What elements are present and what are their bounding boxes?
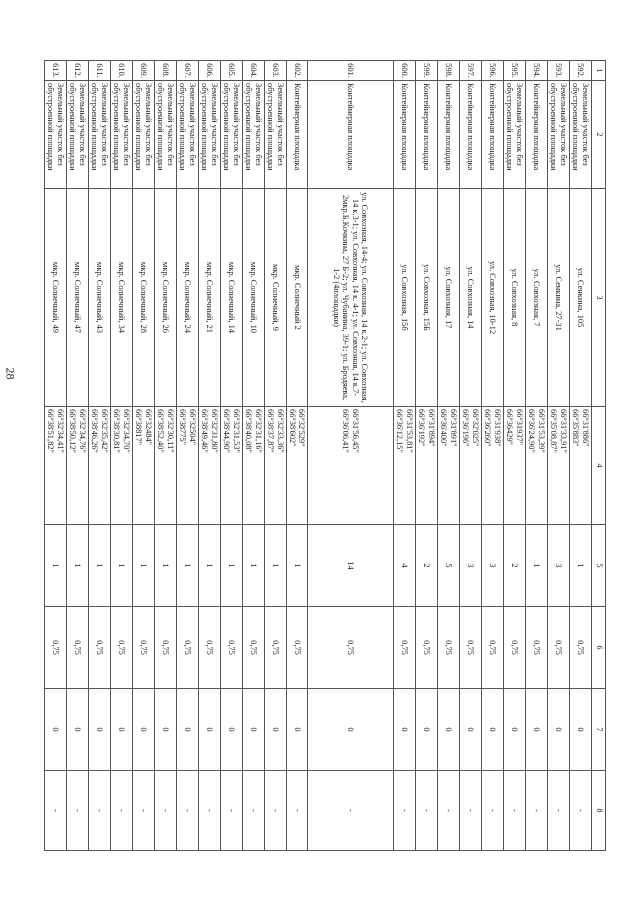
container-count-cell: 1 (570, 525, 592, 607)
container-volume-cell: 0,75 (416, 607, 438, 689)
column-7-cell: 0 (133, 689, 155, 771)
row-number-cell: 596. (482, 61, 504, 81)
coordinates-cell (67, 407, 89, 525)
row-number-cell: 601. (308, 61, 394, 81)
column-8-cell: - (570, 771, 592, 851)
coordinate-value: 66°36'06,41" (341, 409, 351, 453)
site-type-cell: Контейнерная площадка (526, 81, 548, 189)
coordinate-value: 66°36'12,15" (395, 409, 405, 453)
column-7-cell: 0 (243, 689, 265, 771)
row-number-cell: 592. (570, 61, 592, 81)
coordinate-value: 66°36'24,90" (527, 409, 537, 453)
row-number-cell: 606. (199, 61, 221, 81)
row-number-cell: 593. (548, 61, 570, 81)
coordinate-value: 66°32484" (143, 409, 153, 446)
address-cell: ул. Совхозная, 14-4; ул. Совхозная, 14 к.2-1; ул. Совхозная, 14 к.3-1; ул. Совхозная, 14 к. 4-1; ул. Совхозная, 14 к.7-2мкр.Б.Кочкина, 27 Б-2; ул. Чубанина, 39-1; ул. Бродяева, 1-2 (4площадки) (308, 189, 394, 407)
address-cell: мкр. Солнечный, 49 (45, 189, 67, 407)
container-count-cell: 3 (548, 525, 570, 607)
column-8-cell: - (308, 771, 394, 851)
column-7-cell: 0 (287, 689, 308, 771)
row-number-cell: 612. (67, 61, 89, 81)
table-body (45, 61, 606, 851)
container-count-cell: 14 (308, 525, 394, 607)
table-row (548, 61, 570, 851)
table-row (265, 61, 287, 851)
row-number-cell: 608. (155, 61, 177, 81)
table-row (67, 61, 89, 851)
coordinate-value: 66°31'938" (492, 409, 502, 447)
site-type-cell: Земельный участок без обустроенной площадки (243, 81, 265, 189)
site-type-cell: Земельный участок без обустроенной площадки (67, 81, 89, 189)
address-cell: мкр. Солнечный, 14 (221, 189, 243, 407)
column-8-cell: - (548, 771, 570, 851)
coordinate-value: 66°36'196" (461, 409, 471, 447)
coordinate-value: 66°38'50,12" (68, 409, 78, 453)
rotated-table-wrapper (46, 60, 606, 850)
coordinates-cell (221, 407, 243, 525)
row-number-cell: 603. (265, 61, 287, 81)
column-7-cell: 0 (504, 689, 526, 771)
column-7-cell: 0 (199, 689, 221, 771)
column-8-cell: - (133, 771, 155, 851)
column-7-cell: 0 (221, 689, 243, 771)
table-row (177, 61, 199, 851)
container-volume-cell: 0,75 (155, 607, 177, 689)
container-count-cell: 1 (243, 525, 265, 607)
site-type-cell: Земельный участок без обустроенной площадки (111, 81, 133, 189)
column-7-cell: 0 (548, 689, 570, 771)
container-volume-cell: 0,75 (221, 607, 243, 689)
container-count-cell: 3 (482, 525, 504, 607)
row-number-cell: 602. (287, 61, 308, 81)
address-cell: ул. Сенкина, 105 (570, 189, 592, 407)
container-volume-cell: 0,75 (67, 607, 89, 689)
container-volume-cell: 0,75 (308, 607, 394, 689)
site-type-cell: Земельный участок без обустроенной площадки (265, 81, 287, 189)
column-header: 5 (592, 525, 606, 607)
table-row (570, 61, 592, 851)
address-cell: ул. Совхозная, 17 (438, 189, 460, 407)
coordinates-cell (45, 407, 67, 525)
coordinate-value: 66°36'260" (483, 409, 493, 447)
container-count-cell: 1 (67, 525, 89, 607)
table-row (133, 61, 155, 851)
address-cell: ул. Совхозная, 14 (460, 189, 482, 407)
coordinates-cell (133, 407, 155, 525)
table-row (89, 61, 111, 851)
address-cell: ул. Совхозная, 8 (504, 189, 526, 407)
container-volume-cell: 0,75 (482, 607, 504, 689)
coordinate-value: 66°32'34,70" (121, 409, 131, 453)
table-row (526, 61, 548, 851)
table-row (155, 61, 177, 851)
column-header: 4 (592, 407, 606, 525)
column-8-cell: - (199, 771, 221, 851)
coordinates-cell (482, 407, 504, 525)
address-cell: мкр. Солнечный, 43 (89, 189, 111, 407)
column-header: 3 (592, 189, 606, 407)
column-7-cell: 0 (155, 689, 177, 771)
table-row (287, 61, 308, 851)
container-volume-cell: 0,75 (438, 607, 460, 689)
column-7-cell: 0 (570, 689, 592, 771)
table-row (438, 61, 460, 851)
column-8-cell: - (504, 771, 526, 851)
address-cell: мкр. Солнечный, 24 (177, 189, 199, 407)
coordinate-value: 66°38'30,81" (112, 409, 122, 453)
table-row (504, 61, 526, 851)
row-number-cell: 597. (460, 61, 482, 81)
column-8-cell: - (416, 771, 438, 851)
coordinate-value: 66°32'31,80" (209, 409, 219, 453)
address-cell: мкр. Солнечный, 10 (243, 189, 265, 407)
site-type-cell: Земельный участок без обустроенной площадки (570, 81, 592, 189)
site-type-cell: Земельный участок без обустроенной площадки (199, 81, 221, 189)
site-type-cell: Земельный участок без обустроенной площадки (177, 81, 199, 189)
column-7-cell: 0 (265, 689, 287, 771)
container-count-cell: 1 (111, 525, 133, 607)
address-cell: ул. Сенкина, 27-31 (548, 189, 570, 407)
table-row (394, 61, 416, 851)
table-row (416, 61, 438, 851)
column-8-cell: - (526, 771, 548, 851)
container-count-cell: 1 (199, 525, 221, 607)
container-volume-cell: 0,75 (504, 607, 526, 689)
coordinate-value: 66°32504" (187, 409, 197, 446)
column-header: 1 (592, 61, 606, 81)
coordinate-value: 66°31'886" (580, 409, 590, 447)
coordinates-cell (394, 407, 416, 525)
coordinate-value: 66°38817" (134, 409, 144, 446)
container-volume-cell: 0,75 (570, 607, 592, 689)
table-row (111, 61, 133, 851)
container-count-cell: 1 (287, 525, 308, 607)
coordinates-cell (265, 407, 287, 525)
column-8-cell: - (155, 771, 177, 851)
coordinate-value: 66°38'49,46" (200, 409, 210, 453)
column-7-cell: 0 (67, 689, 89, 771)
site-type-cell: Земельный участок без обустроенной площадки (89, 81, 111, 189)
column-7-cell: 0 (460, 689, 482, 771)
coordinate-value: 66°32'31,53" (231, 409, 241, 453)
document-sheet (46, 60, 606, 850)
container-volume-cell: 0,75 (548, 607, 570, 689)
column-header: 7 (592, 689, 606, 771)
column-8-cell: - (438, 771, 460, 851)
table-row (243, 61, 265, 851)
coordinate-value: 66°36'192" (417, 409, 427, 447)
row-number-cell: 609. (133, 61, 155, 81)
column-7-cell: 0 (177, 689, 199, 771)
container-volume-cell: 0,75 (460, 607, 482, 689)
container-volume-cell: 0,75 (89, 607, 111, 689)
container-count-cell: 1 (265, 525, 287, 607)
column-8-cell: - (243, 771, 265, 851)
container-sites-table (44, 60, 606, 851)
column-8-cell: - (482, 771, 504, 851)
coordinates-cell (308, 407, 394, 525)
row-number-cell: 599. (416, 61, 438, 81)
coordinate-value: 66°32'34,76" (77, 409, 87, 453)
coordinate-value: 66°38775" (178, 409, 188, 446)
container-volume-cell: 0,75 (111, 607, 133, 689)
coordinate-value: 66°38'44,90" (222, 409, 232, 453)
column-8-cell: - (45, 771, 67, 851)
column-7-cell: 0 (89, 689, 111, 771)
coordinate-value: 66°32'33,36" (275, 409, 285, 453)
site-type-cell: Земельный участок без обустроенной площадки (504, 81, 526, 189)
coordinates-cell (438, 407, 460, 525)
container-volume-cell: 0,75 (199, 607, 221, 689)
row-number-cell: 604. (243, 61, 265, 81)
coordinates-cell (570, 407, 592, 525)
column-8-cell: - (221, 771, 243, 851)
table-row (482, 61, 504, 851)
row-number-cell: 598. (438, 61, 460, 81)
container-count-cell: 1 (155, 525, 177, 607)
column-8-cell: - (460, 771, 482, 851)
address-cell: мкр. Солнечный, 21 (199, 189, 221, 407)
coordinate-value: 66°38'46,26" (90, 409, 100, 453)
coordinate-value: 66°38'51,82" (46, 409, 56, 453)
row-number-cell: 611. (89, 61, 111, 81)
container-volume-cell: 0,75 (394, 607, 416, 689)
row-number-cell: 605. (221, 61, 243, 81)
column-8-cell: - (67, 771, 89, 851)
row-number-cell: 613. (45, 61, 67, 81)
site-type-cell: Земельный участок без обустроенной площадки (155, 81, 177, 189)
column-header: 6 (592, 607, 606, 689)
container-count-cell: 4 (394, 525, 416, 607)
coordinate-value: 66°38'37,87" (266, 409, 276, 453)
coordinates-cell (111, 407, 133, 525)
address-cell: мкр. Солнечный, 26 (155, 189, 177, 407)
coordinates-cell (199, 407, 221, 525)
column-8-cell: - (287, 771, 308, 851)
address-cell: мкр. Солнечный, 9 (265, 189, 287, 407)
row-number-cell: 610. (111, 61, 133, 81)
container-volume-cell: 0,75 (287, 607, 308, 689)
coordinate-value: 66°35'08,87" (549, 409, 559, 453)
site-type-cell: Контейнерная площадка (460, 81, 482, 189)
container-count-cell: 1 (221, 525, 243, 607)
coordinates-cell (243, 407, 265, 525)
coordinate-value: 66°36'400" (439, 409, 449, 447)
coordinate-value: 66°32'025" (470, 409, 480, 447)
coordinate-value: 66°38'40,08" (244, 409, 254, 453)
address-cell: ул. Совхозная, 7 (526, 189, 548, 407)
coordinates-cell (89, 407, 111, 525)
container-volume-cell: 0,75 (265, 607, 287, 689)
coordinate-value: 66°31'891" (448, 409, 458, 447)
site-type-cell: Земельный участок без обустроенной площадки (45, 81, 67, 189)
row-number-cell: 600. (394, 61, 416, 81)
address-cell: мкр. Солнечный, 28 (133, 189, 155, 407)
site-type-cell: Земельный участок без обустроенной площадки (133, 81, 155, 189)
table-row (221, 61, 243, 851)
coordinate-value: 66°31'894" (426, 409, 436, 447)
column-7-cell: 0 (45, 689, 67, 771)
container-volume-cell: 0,75 (133, 607, 155, 689)
row-number-cell: 594. (526, 61, 548, 81)
coordinate-value: 66°31'53,39" (536, 409, 546, 453)
coordinates-cell (177, 407, 199, 525)
column-7-cell: 0 (416, 689, 438, 771)
site-type-cell: Земельный участок без обустроенной площадки (548, 81, 570, 189)
column-8-cell: - (111, 771, 133, 851)
coordinates-cell (460, 407, 482, 525)
table-row (199, 61, 221, 851)
site-type-cell: Земельный участок без обустроенной площадки (221, 81, 243, 189)
address-cell: мкр. Солнечный 2 (287, 189, 308, 407)
coordinate-value: 66°32'34,41" (55, 409, 65, 453)
column-8-cell: - (89, 771, 111, 851)
table-row (45, 61, 67, 851)
container-count-cell: 1 (89, 525, 111, 607)
container-count-cell: 1 (177, 525, 199, 607)
site-type-cell: Контейнерная площадка (394, 81, 416, 189)
coordinates-cell (155, 407, 177, 525)
column-8-cell: - (394, 771, 416, 851)
container-count-cell: 1 (45, 525, 67, 607)
coordinate-value: 66°36429" (505, 409, 515, 446)
container-count-cell: 5 (438, 525, 460, 607)
coordinate-value: 66°31'33,91" (558, 409, 568, 453)
coordinates-cell (287, 407, 308, 525)
coordinate-value: 66°38'52,40" (156, 409, 166, 453)
coordinate-value: 66°38'602" (288, 409, 297, 447)
column-8-cell: - (177, 771, 199, 851)
address-cell: ул. Совхозная, 15б (394, 189, 416, 407)
row-number-cell: 607. (177, 61, 199, 81)
address-cell: ул. Совхозная, 10-12 (482, 189, 504, 407)
container-count-cell: 2 (416, 525, 438, 607)
column-7-cell: 0 (111, 689, 133, 771)
coordinate-value: 66°35'883" (571, 409, 581, 447)
container-volume-cell: 0,75 (243, 607, 265, 689)
page-number: 28 (3, 367, 18, 380)
coordinate-value: 66°32'35,42" (99, 409, 109, 453)
site-type-cell: Контейнерная площадка (482, 81, 504, 189)
container-volume-cell: 0,75 (526, 607, 548, 689)
column-7-cell: 0 (526, 689, 548, 771)
row-number-cell: 595. (504, 61, 526, 81)
coordinate-value: 66°31'56,45" (350, 409, 360, 453)
coordinates-cell (504, 407, 526, 525)
site-type-cell: Контейнерная площадка (287, 81, 308, 189)
table-row (460, 61, 482, 851)
container-count-cell: 1 (133, 525, 155, 607)
column-header: 8 (592, 771, 606, 851)
address-cell: ул. Совхозная, 15Б (416, 189, 438, 407)
column-7-cell: 0 (394, 689, 416, 771)
container-volume-cell: 0,75 (45, 607, 67, 689)
container-count-cell: 1 (526, 525, 548, 607)
column-7-cell: 0 (438, 689, 460, 771)
column-header: 2 (592, 81, 606, 189)
table-header-row (592, 61, 606, 851)
coordinate-value: 66°31'53,81" (404, 409, 414, 453)
table-row (308, 61, 394, 851)
site-type-cell: Контейнерная площадка (308, 81, 394, 189)
coordinate-value: 66°32'30,11" (165, 409, 175, 453)
container-volume-cell: 0,75 (177, 607, 199, 689)
column-7-cell: 0 (482, 689, 504, 771)
coordinate-value: 66°32'529" (297, 409, 307, 447)
address-cell: мкр. Солнечный, 47 (67, 189, 89, 407)
coordinates-cell (548, 407, 570, 525)
column-7-cell: 0 (308, 689, 394, 771)
coordinate-value: 66°32'31,16" (253, 409, 263, 453)
coordinate-value: 66°31937" (514, 409, 524, 446)
site-type-cell: Контейнерная площадка (416, 81, 438, 189)
container-count-cell: 2 (504, 525, 526, 607)
site-type-cell: Контейнерная площадка (438, 81, 460, 189)
address-cell: мкр. Солнечный, 34 (111, 189, 133, 407)
coordinates-cell (526, 407, 548, 525)
container-count-cell: 3 (460, 525, 482, 607)
coordinates-cell (416, 407, 438, 525)
column-8-cell: - (265, 771, 287, 851)
